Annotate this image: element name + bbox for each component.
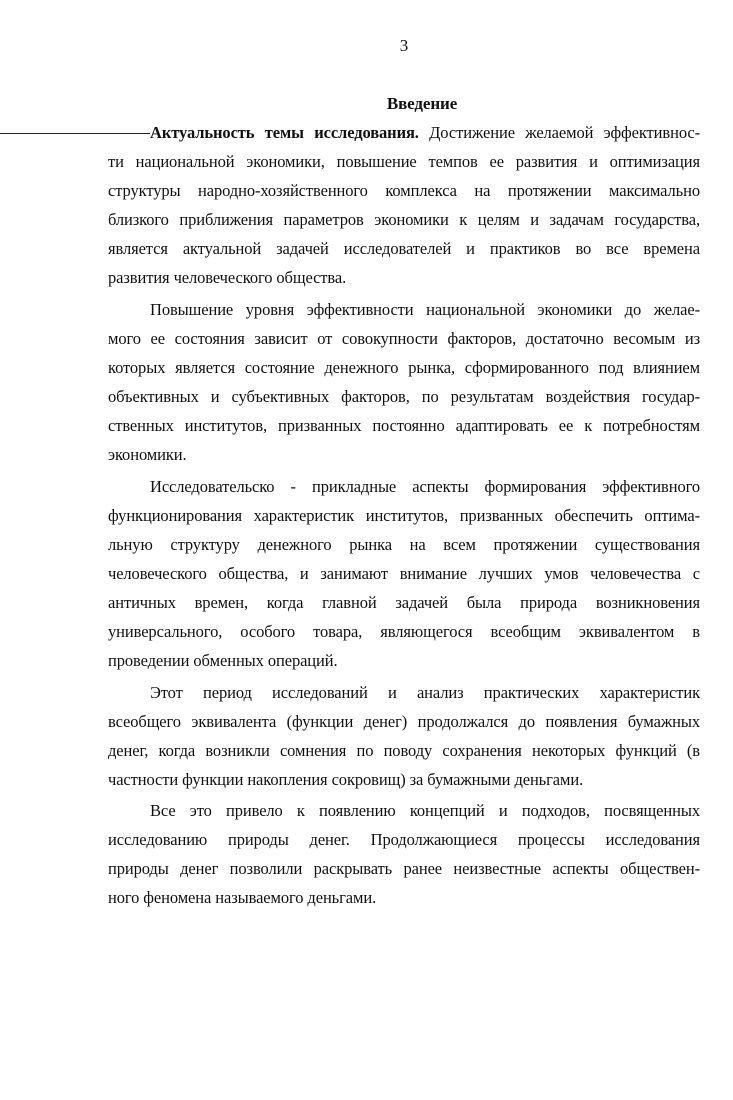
section-heading: Введение xyxy=(386,94,458,113)
paragraph-line: является актуальной задачей исследователей и практиков во все времена xyxy=(108,239,700,258)
paragraph-line: проведении обменных операций. xyxy=(108,651,338,670)
paragraph-line: ственных институтов, призванных постоянно адаптировать ее к потребностям xyxy=(108,416,700,435)
paragraph-line: льную структуру денежного рынка на всем протяжении существования xyxy=(108,535,700,554)
paragraph-3 xyxy=(108,472,700,675)
paragraph-line: Все это привело к появлению концепций и подходов, посвященных xyxy=(150,801,700,820)
paragraph-line: частности функции накопления сокровищ) за бумажными деньгами. xyxy=(108,770,584,789)
paragraph-line: структуры народно-хозяйственного комплекса на протяжении максимально xyxy=(108,181,700,200)
paragraph-line: Исследовательско - прикладные аспекты формирования эффективного xyxy=(150,477,700,496)
paragraph-line: всеобщего эквивалента (функции денег) продолжался до появления бумажных xyxy=(108,712,700,731)
paragraph-line: функционирования характеристик институтов, призванных обеспечить оптима- xyxy=(108,506,700,525)
lead-phrase: Актуальность темы исследования. xyxy=(150,123,419,142)
paragraph-line: Повышение уровня эффективности национальной экономики до желае- xyxy=(150,300,700,319)
paragraph-line: ного феномена называемого деньгами. xyxy=(108,888,377,907)
paragraph-4 xyxy=(108,678,700,794)
paragraph-line: Этот период исследований и анализ практических характеристик xyxy=(150,683,700,702)
paragraph-line: природы денег позволили раскрывать ранее неизвестные аспекты обществен- xyxy=(108,859,700,878)
text-column xyxy=(108,89,700,912)
line-text: Достижение желаемой эффективнос- xyxy=(429,123,700,142)
paragraph-5 xyxy=(108,796,700,912)
paragraph-2 xyxy=(108,295,700,469)
paragraph-line: античных времен, когда главной задачей была природа возникновения xyxy=(108,593,700,612)
paragraph-1 xyxy=(108,118,700,292)
paragraph-line: близкого приближения параметров экономики к целям и задачам государства, xyxy=(108,210,700,229)
paragraph-line: универсального, особого товара, являющегося всеобщим эквивалентом в xyxy=(108,622,700,641)
paragraph-line: исследованию природы денег. Продолжающиеся процессы исследования xyxy=(108,830,700,849)
paragraph-line xyxy=(108,118,700,147)
paragraph-line: человеческого общества, и занимают внимание лучших умов человечества с xyxy=(108,564,700,583)
paragraph-line: экономики. xyxy=(108,445,187,464)
page-number: 3 xyxy=(399,36,409,55)
paragraph-line: развития человеческого общества. xyxy=(108,268,347,287)
paragraph-line: которых является состояние денежного рынка, сформированного под влиянием xyxy=(108,358,700,377)
paragraph-line: денег, когда возникли сомнения по поводу сохранения некоторых функций (в xyxy=(108,741,700,760)
paragraph-line: ти национальной экономики, повышение темпов ее развития и оптимизация xyxy=(108,152,700,171)
paragraph-line: мого ее состояния зависит от совокупности факторов, достаточно весомым из xyxy=(108,329,700,348)
paragraph-line: объективных и субъективных факторов, по результатам воздействия государ- xyxy=(108,387,700,406)
